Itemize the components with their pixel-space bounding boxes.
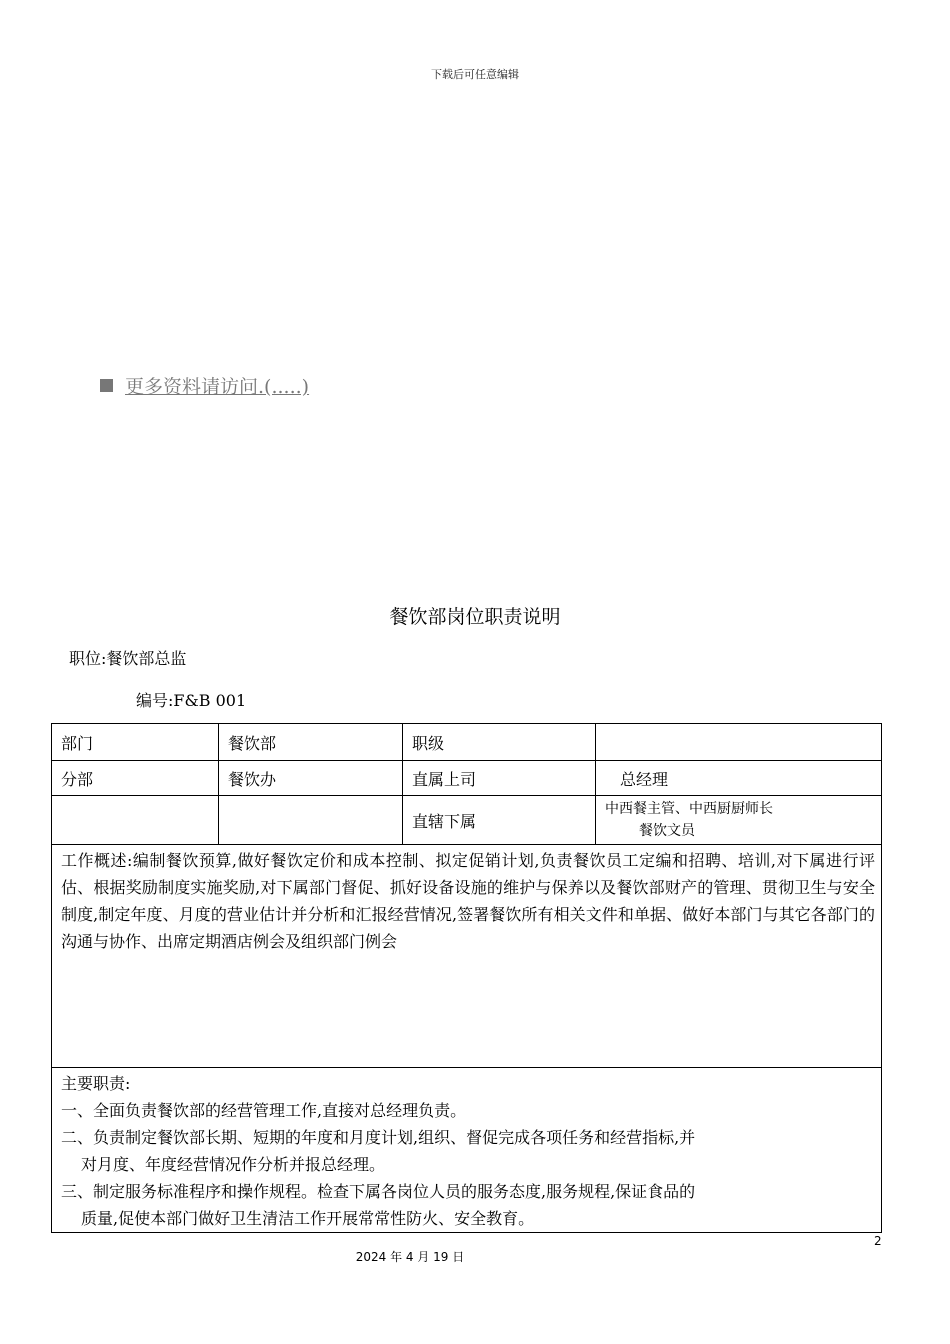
duty-item — [61, 1124, 875, 1178]
position-line: 职位:餐饮部总监 — [69, 649, 187, 668]
cell-subordinates-label: 直辖下属 — [403, 796, 596, 845]
subordinates-line: 餐饮文员 — [639, 823, 695, 839]
cell-empty — [52, 796, 219, 845]
cell-department-value: 餐饮部 — [219, 724, 403, 761]
cell-empty — [219, 796, 403, 845]
square-bullet-icon — [100, 379, 113, 392]
code-line: 编号:F&B 001 — [136, 691, 247, 710]
subordinates-line: 中西餐主管、中西厨厨师长 — [605, 801, 773, 817]
cell-supervisor-label: 直属上司 — [403, 761, 596, 796]
cell-division-label: 分部 — [52, 761, 219, 796]
cell-supervisor-value: 总经理 — [596, 761, 882, 796]
table-row — [52, 724, 882, 761]
job-info-table — [51, 723, 882, 1233]
cell-subordinates-value — [596, 796, 882, 845]
main-duties — [52, 1068, 882, 1233]
duty-line: 一、全面负责餐饮部的经营管理工作,直接对总经理负责。 — [61, 1101, 467, 1120]
cell-grade-value — [596, 724, 882, 761]
work-overview: 工作概述:编制餐饮预算,做好餐饮定价和成本控制、拟定促销计划,负责餐饮员工定编和招聘、培训,对下属进行评估、根据奖励制度实施奖励,对下属部门督促、抓好设备设施的维护与保养以及餐饮部财产的管理、贯彻卫生与安全制度,制定年度、月度的营业估计并分析和汇报经营情况,签署餐饮所有相关文件和单据、做好本部门与其它各部门的沟通与协作、出席定期酒店例会及组织部门例会 — [52, 845, 882, 1068]
table-row — [52, 1068, 882, 1233]
table-row — [52, 796, 882, 845]
more-info-row — [100, 372, 309, 399]
document-title: 餐饮部岗位职责说明 — [389, 606, 561, 628]
duty-line: 质量,促使本部门做好卫生清洁工作开展常常性防火、安全教育。 — [81, 1209, 535, 1228]
page-number: 2 — [874, 1234, 882, 1248]
more-info-link[interactable]: 更多资料请访问.(.....) — [125, 376, 310, 398]
duty-item — [61, 1178, 875, 1232]
cell-department-label: 部门 — [52, 724, 219, 761]
table-row — [52, 761, 882, 796]
footer-date: 2024 年 4 月 19 日 — [355, 1250, 465, 1264]
duty-line: 三、制定服务标准程序和操作规程。检查下属各岗位人员的服务态度,服务规程,保证食品的 — [61, 1182, 696, 1201]
cell-division-value: 餐饮办 — [219, 761, 403, 796]
table-row — [52, 845, 882, 1068]
duty-line: 二、负责制定餐饮部长期、短期的年度和月度计划,组织、督促完成各项任务和经营指标,并 — [61, 1128, 696, 1147]
duty-item — [61, 1097, 875, 1124]
duty-line: 对月度、年度经营情况作分析并报总经理。 — [81, 1155, 386, 1174]
header-note: 下载后可任意编辑 — [431, 68, 519, 81]
cell-grade-label: 职级 — [403, 724, 596, 761]
duties-title: 主要职责: — [61, 1074, 131, 1093]
